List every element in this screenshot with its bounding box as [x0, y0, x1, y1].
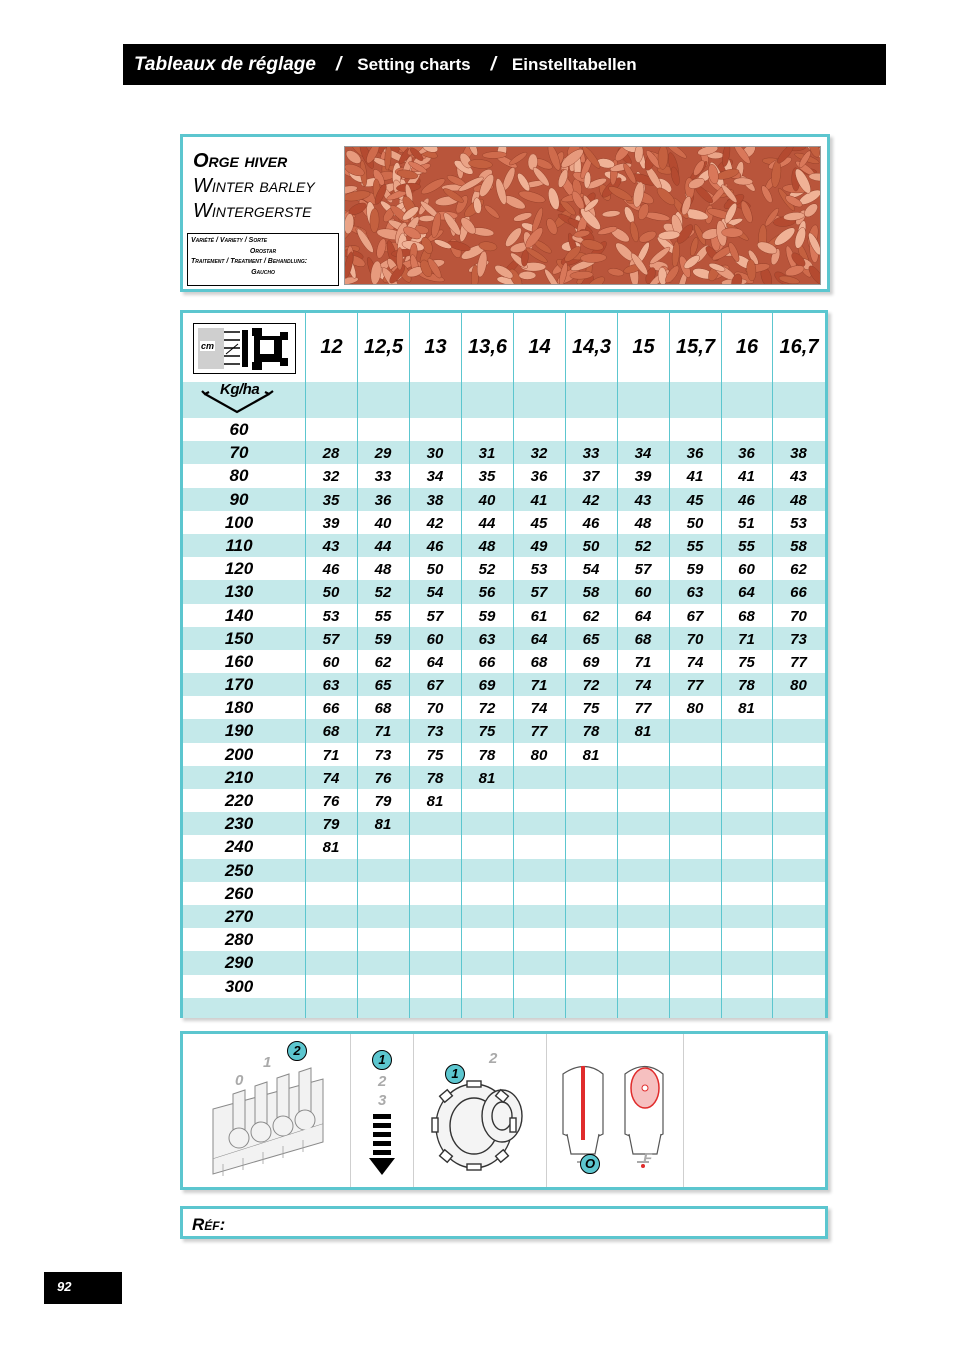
seed-setting-cell: 38	[790, 445, 807, 463]
seed-setting-cell: 53	[322, 607, 340, 625]
speed-header: 13	[409, 313, 461, 382]
speed-header: 16	[721, 313, 772, 382]
rate-cell: 70	[229, 443, 249, 463]
page-number: 92	[44, 1272, 122, 1304]
seed-setting-cell: 74	[634, 677, 652, 695]
reference-box	[180, 1206, 828, 1239]
seed-setting-cell: 77	[790, 653, 807, 671]
seed-setting-cell: 35	[478, 468, 496, 486]
seed-setting-cell: 79	[322, 816, 340, 834]
rate-cell: 300	[224, 976, 254, 996]
table-row	[183, 766, 825, 789]
seed-setting-cell: 63	[322, 677, 340, 695]
seed-setting-cell: 66	[790, 584, 807, 602]
seed-setting-cell: 71	[374, 723, 392, 741]
seed-setting-cell: 36	[686, 445, 704, 463]
seed-setting-cell: 48	[634, 514, 652, 532]
crop-name-de: Wintergerste	[193, 200, 312, 222]
seed-setting-cell: 55	[686, 537, 704, 555]
seed-setting-cell: 80	[686, 700, 704, 718]
rate-cell: 290	[224, 953, 254, 973]
position-1-label: 1	[263, 1054, 272, 1071]
seed-setting-cell: 64	[738, 584, 755, 602]
seed-setting-cell: 75	[738, 653, 755, 671]
speed-header: 12,5	[357, 313, 409, 382]
seed-setting-cell: 28	[322, 445, 340, 463]
seed-setting-cell: 44	[374, 537, 392, 555]
seed-setting-cell: 56	[478, 584, 496, 602]
seed-setting-cell: 41	[738, 468, 755, 486]
title-fr: Tableaux de réglage	[134, 53, 316, 75]
seed-setting-cell: 69	[582, 653, 600, 671]
variety-box	[187, 233, 339, 286]
step-1-marker: 1	[372, 1050, 392, 1070]
variety-value: Orostar	[249, 247, 277, 255]
seed-setting-cell: 60	[426, 630, 444, 648]
seed-setting-cell: 81	[426, 793, 444, 810]
rate-cell: 60	[229, 420, 249, 439]
table-row	[183, 859, 825, 882]
unit-cell	[183, 313, 305, 382]
seed-setting-cell: 81	[478, 769, 496, 787]
seed-setting-cell: 36	[738, 445, 755, 463]
seed-setting-cell: 75	[426, 746, 444, 764]
seed-setting-cell: 81	[738, 700, 755, 718]
rate-cell: 80	[229, 466, 249, 486]
seed-setting-cell: 39	[634, 468, 652, 486]
seed-setting-cell: 75	[582, 700, 600, 718]
treatment-label: Traitement / Treatment / Behandlung:	[191, 258, 308, 265]
seed-setting-cell: 65	[582, 630, 600, 648]
seed-setting-cell: 74	[530, 700, 548, 718]
position-0-label: 0	[235, 1072, 244, 1089]
seed-setting-cell: 32	[530, 445, 548, 463]
table-row	[183, 488, 825, 511]
header-bar	[123, 44, 886, 85]
rate-cell: 110	[225, 535, 253, 555]
title-en: Setting charts	[357, 54, 471, 74]
seed-setting-cell: 37	[582, 468, 600, 486]
rate-cell: 270	[224, 906, 254, 926]
gear-step-diagram	[351, 1034, 413, 1187]
seed-setting-cell: 43	[634, 491, 652, 509]
seed-setting-cell: 52	[634, 537, 652, 555]
gear-1-marker: 1	[445, 1064, 465, 1084]
seed-setting-cell: 73	[790, 630, 807, 648]
seed-setting-cell: 77	[530, 723, 548, 741]
rate-cell: 220	[224, 791, 254, 810]
seed-setting-cell: 67	[426, 677, 444, 695]
crop-name-fr: Orge hiver	[193, 150, 288, 172]
seed-setting-cell: 70	[686, 630, 704, 648]
seed-setting-cell: 42	[426, 514, 444, 532]
seed-setting-cell: 81	[322, 839, 340, 857]
seed-setting-cell: 60	[322, 653, 340, 671]
seed-setting-cell: 48	[374, 561, 392, 579]
seed-setting-cell: 41	[530, 491, 548, 509]
seed-setting-cell: 71	[738, 630, 755, 648]
seed-setting-cell: 32	[322, 468, 340, 486]
crop-names	[193, 149, 315, 224]
rate-cell: 250	[224, 860, 254, 880]
seed-setting-cell: 53	[790, 514, 807, 532]
rate-cell: 240	[224, 837, 254, 857]
seed-setting-cell: 48	[478, 537, 496, 555]
seed-setting-cell: 54	[426, 584, 444, 602]
seed-setting-cell: 62	[374, 653, 392, 671]
seed-setting-cell: 33	[582, 445, 600, 463]
column-divider	[617, 313, 618, 1018]
seed-setting-cell: 72	[582, 677, 600, 695]
seed-setting-cell: 60	[634, 584, 652, 602]
table-row	[183, 975, 825, 998]
seed-setting-cell: 51	[738, 514, 755, 532]
seed-setting-cell: 50	[582, 537, 600, 555]
title-de: Einstelltabellen	[511, 54, 637, 74]
seed-setting-cell: 44	[478, 514, 496, 532]
seed-setting-cell: 81	[374, 816, 392, 834]
seed-setting-cell: 46	[582, 514, 600, 532]
setting-table	[180, 310, 828, 1018]
seed-setting-cell: 58	[790, 537, 807, 555]
column-divider	[409, 313, 410, 1018]
speed-header: 15	[617, 313, 669, 382]
seed-setting-cell: 45	[530, 514, 548, 532]
seed-setting-cell: 77	[686, 677, 704, 695]
seed-setting-cell: 40	[478, 491, 496, 509]
rate-cell: 100	[224, 512, 254, 532]
seed-setting-cell: 34	[426, 468, 444, 486]
rate-cell: 170	[224, 675, 254, 695]
column-divider	[305, 313, 306, 1018]
seed-setting-cell: 81	[582, 746, 600, 764]
rate-cell: 210	[224, 767, 254, 787]
table-row	[183, 951, 825, 974]
seed-setting-cell: 36	[530, 468, 548, 486]
column-divider	[772, 313, 773, 1018]
seed-setting-cell: 46	[322, 561, 340, 579]
treatment-value: Gaucho	[251, 268, 275, 276]
title-separator: /	[490, 53, 496, 75]
seed-setting-cell: 31	[478, 445, 496, 463]
seed-setting-cell: 52	[374, 584, 392, 602]
table-row	[183, 627, 825, 650]
gear-wheel-icon	[414, 1034, 546, 1187]
seed-setting-cell: 70	[790, 607, 807, 625]
seed-setting-cell: 73	[374, 746, 392, 764]
seed-setting-cell: 34	[634, 445, 652, 463]
seed-setting-cell: 80	[530, 746, 548, 764]
table-row	[183, 719, 825, 742]
seed-setting-cell: 78	[738, 677, 755, 695]
seed-setting-cell: 33	[374, 468, 392, 486]
seed-setting-cell: 64	[530, 630, 548, 648]
seed-setting-cell: 68	[322, 723, 340, 741]
rate-cell: 140	[224, 605, 254, 625]
seed-setting-cell: 68	[530, 653, 548, 671]
table-row	[183, 511, 825, 534]
column-divider	[721, 313, 722, 1018]
flap-closed-label: F	[643, 1150, 653, 1167]
seed-setting-cell: 59	[686, 561, 704, 579]
seed-setting-cell: 69	[478, 677, 496, 695]
seed-setting-cell: 43	[790, 468, 807, 486]
seed-setting-cell: 50	[426, 561, 444, 579]
seed-setting-cell: 59	[374, 630, 392, 648]
seed-setting-cell: 78	[582, 723, 600, 741]
table-row	[183, 557, 825, 580]
rate-cell: 200	[224, 744, 254, 764]
seed-setting-cell: 68	[738, 607, 755, 625]
column-divider	[513, 313, 514, 1018]
column-divider	[461, 313, 462, 1018]
tractor-icon	[193, 323, 296, 374]
rate-cell: 280	[224, 930, 254, 950]
seed-setting-cell: 71	[634, 653, 652, 671]
seed-setting-cell: 55	[374, 607, 392, 625]
table-row	[183, 789, 825, 812]
rate-unit-text: Kg/ha	[220, 381, 260, 398]
speed-header: 13,6	[461, 313, 513, 382]
rate-cell: 260	[224, 883, 254, 903]
seed-setting-cell: 59	[478, 607, 496, 625]
seed-setting-cell: 57	[530, 584, 548, 602]
seed-setting-cell: 57	[634, 561, 652, 579]
seed-setting-cell: 36	[374, 491, 392, 509]
seed-setting-cell: 55	[738, 537, 755, 555]
seed-setting-cell: 74	[322, 769, 340, 787]
seed-setting-cell: 48	[790, 491, 807, 509]
diagram-separator	[683, 1034, 684, 1187]
speed-header: 14,3	[565, 313, 617, 382]
crop-info-box	[180, 134, 830, 292]
seed-setting-cell: 38	[426, 491, 444, 509]
table-row	[183, 604, 825, 627]
seed-setting-cell: 80	[790, 677, 807, 695]
seed-setting-cell: 46	[426, 537, 444, 555]
seed-setting-cell: 77	[634, 700, 652, 718]
seed-setting-cell: 64	[426, 653, 444, 671]
seed-setting-cell: 78	[426, 769, 444, 787]
table-row	[183, 650, 825, 673]
seed-setting-cell: 63	[478, 630, 496, 648]
rate-cell: 180	[224, 698, 254, 718]
table-row	[183, 580, 825, 603]
flap-diagram	[547, 1034, 683, 1187]
table-row	[183, 812, 825, 835]
seed-setting-cell: 52	[478, 561, 496, 579]
seed-setting-cell: 29	[374, 445, 392, 463]
seed-setting-cell: 62	[790, 561, 807, 579]
table-row	[183, 905, 825, 928]
table-row	[183, 673, 825, 696]
rate-unit-label	[201, 382, 291, 418]
grain-photo	[344, 146, 821, 285]
seed-setting-cell: 40	[374, 514, 392, 532]
seed-setting-cell: 68	[374, 700, 392, 718]
seed-setting-cell: 71	[530, 677, 548, 695]
gear-2-label: 2	[489, 1050, 498, 1067]
column-divider	[565, 313, 566, 1018]
variety-label: Variété / Variety / Sorte	[191, 237, 268, 244]
seed-setting-cell: 60	[738, 561, 755, 579]
seed-setting-cell: 57	[322, 630, 340, 648]
table-row	[183, 882, 825, 905]
grain-illustration	[345, 147, 820, 284]
seed-setting-cell: 78	[478, 746, 496, 764]
seed-setting-cell: 79	[374, 793, 392, 810]
rate-cell: 190	[224, 721, 254, 741]
seed-setting-cell: 75	[478, 723, 496, 741]
seed-setting-cell: 72	[478, 700, 496, 718]
seed-setting-cell: 74	[686, 653, 704, 671]
lever-diagram	[183, 1034, 348, 1187]
seed-setting-cell: 76	[322, 793, 340, 810]
column-divider	[357, 313, 358, 1018]
flap-open-marker: O	[580, 1154, 600, 1174]
seed-setting-cell: 53	[530, 561, 548, 579]
seed-setting-cell: 76	[374, 769, 392, 787]
position-2-marker: 2	[287, 1041, 307, 1061]
rate-cell: 120	[224, 559, 254, 579]
table-row	[183, 418, 825, 441]
seed-setting-cell: 46	[738, 491, 755, 509]
crop-name-en: Winter barley	[193, 175, 315, 197]
seed-setting-cell: 61	[530, 607, 548, 625]
table-rows	[183, 382, 825, 1018]
seed-setting-cell: 57	[426, 607, 444, 625]
table-row	[183, 441, 825, 464]
seed-setting-cell: 65	[374, 677, 392, 695]
column-divider	[669, 313, 670, 1018]
speed-header: 14	[513, 313, 565, 382]
seed-setting-cell: 50	[322, 584, 340, 602]
rate-cell: 160	[224, 651, 254, 671]
table-row	[183, 835, 825, 858]
title-separator: /	[335, 53, 342, 75]
seed-setting-cell: 67	[686, 607, 704, 625]
seed-setting-cell: 54	[582, 561, 600, 579]
rate-cell: 90	[229, 489, 249, 509]
seed-setting-cell: 66	[478, 653, 496, 671]
seed-setting-cell: 81	[634, 723, 652, 741]
seed-setting-cell: 49	[530, 537, 548, 555]
flap-icon	[547, 1034, 683, 1187]
seed-setting-cell: 43	[322, 537, 340, 555]
seed-setting-cell: 41	[686, 468, 704, 486]
seed-setting-cell: 50	[686, 514, 704, 532]
seed-setting-cell: 30	[426, 445, 444, 463]
seed-setting-cell: 39	[322, 514, 340, 532]
down-arrow-icon	[351, 1034, 413, 1187]
table-row	[183, 534, 825, 557]
table-row	[183, 928, 825, 951]
rate-cell: 130	[224, 582, 254, 602]
seed-setting-cell: 63	[686, 584, 704, 602]
seed-setting-cell: 71	[322, 746, 340, 764]
unit-cm-label: cm	[201, 341, 215, 351]
seed-setting-cell: 70	[426, 700, 444, 718]
seed-setting-cell: 68	[634, 630, 652, 648]
table-row	[183, 696, 825, 719]
rate-cell: 230	[224, 814, 254, 834]
seed-setting-cell: 73	[426, 723, 444, 741]
table-row	[183, 464, 825, 487]
gear-wheel-diagram	[414, 1034, 546, 1187]
table-row	[183, 998, 825, 1018]
reference-label: Réf:	[192, 1215, 226, 1234]
rate-cell: 150	[224, 628, 254, 648]
table-row	[183, 743, 825, 766]
step-2-label: 2	[378, 1073, 387, 1090]
seed-setting-cell: 35	[322, 491, 340, 509]
seed-setting-cell: 58	[582, 584, 600, 602]
seed-setting-cell: 66	[322, 700, 340, 718]
speed-header: 12	[305, 313, 357, 382]
table-header	[183, 313, 825, 382]
step-3-label: 3	[378, 1092, 387, 1109]
seed-setting-cell: 62	[582, 607, 600, 625]
seed-setting-cell: 64	[634, 607, 652, 625]
seed-setting-cell: 45	[686, 491, 704, 509]
speed-header: 16,7	[772, 313, 825, 382]
adjustment-diagrams	[180, 1031, 828, 1190]
seed-setting-cell: 42	[582, 491, 600, 509]
speed-header: 15,7	[669, 313, 721, 382]
